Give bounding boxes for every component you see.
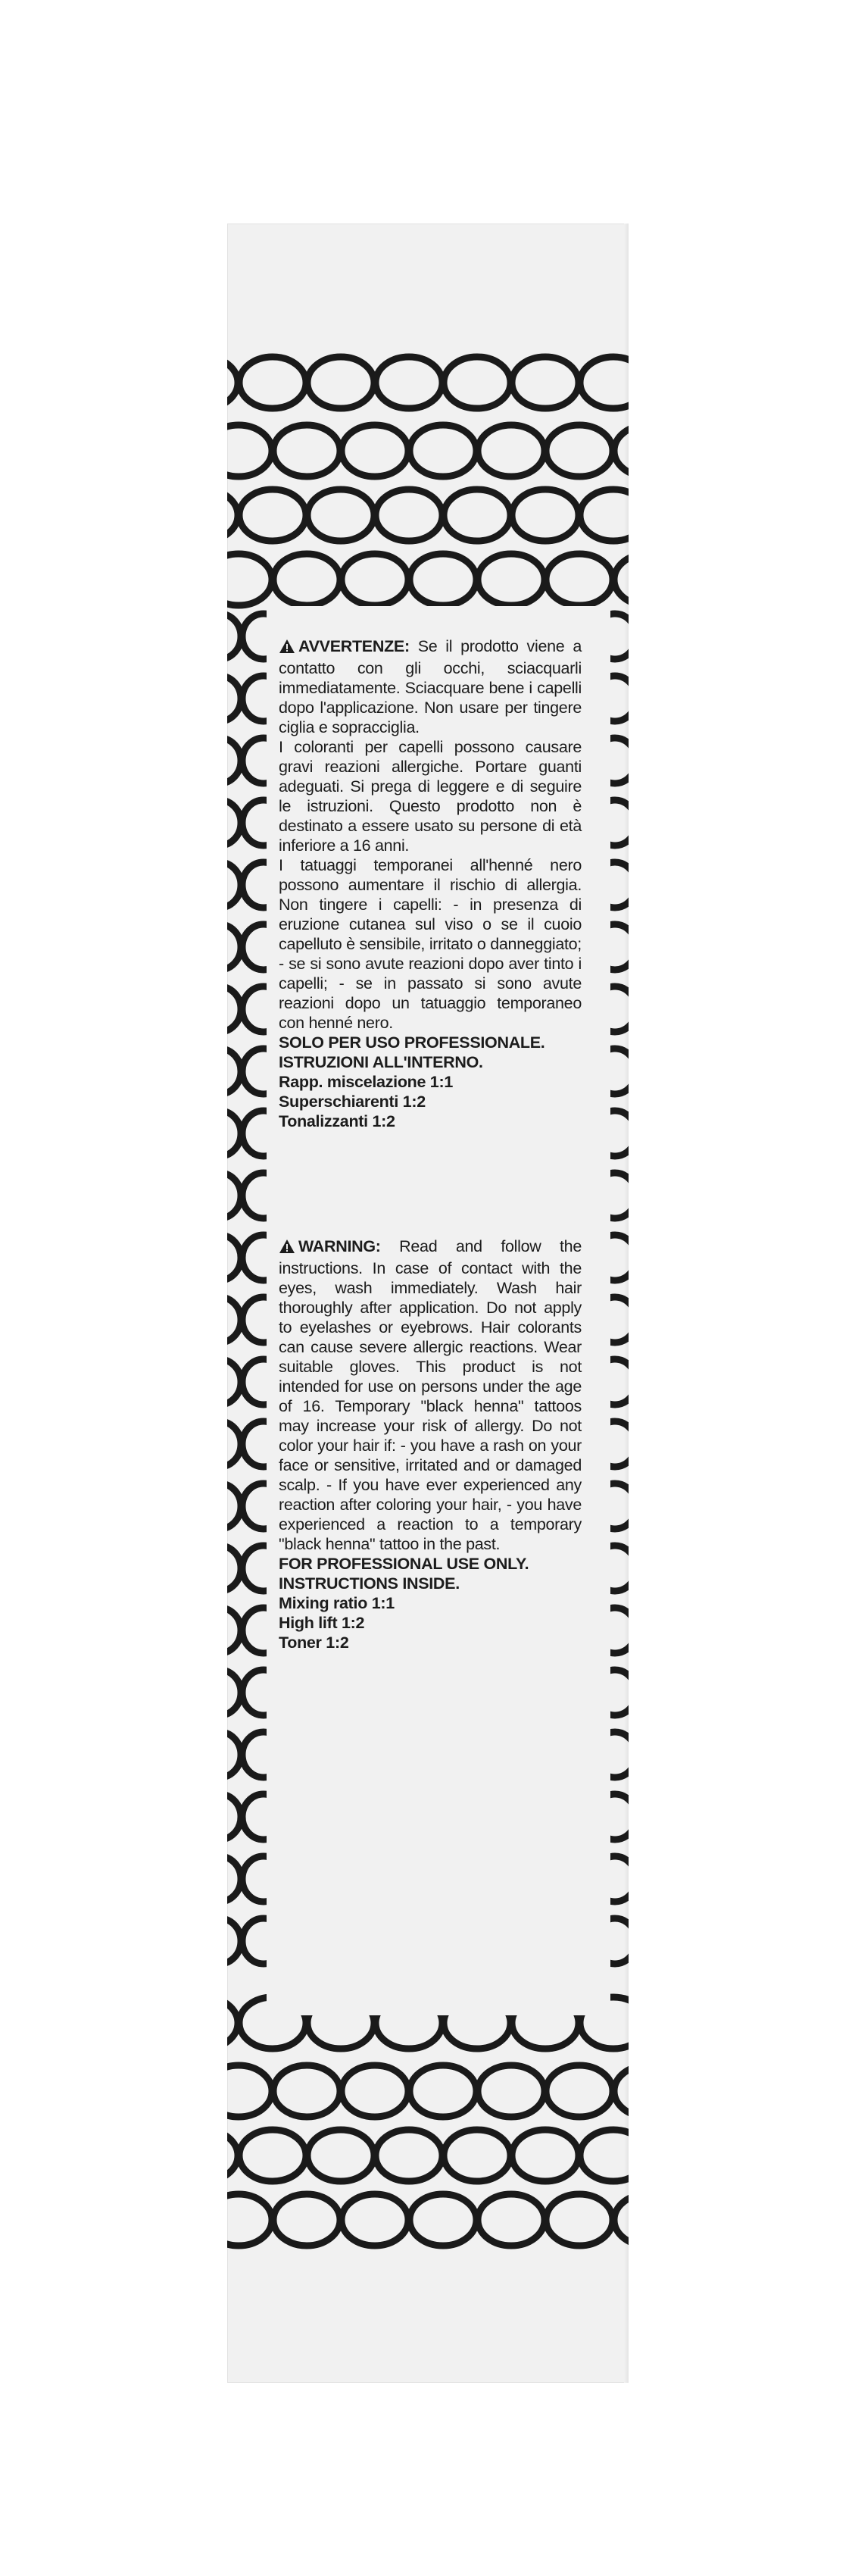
top-band-ring (410, 425, 476, 477)
english-high-lift: High lift 1:2 (279, 1614, 365, 1632)
bottom-band-ring (171, 1997, 238, 2049)
italian-high-lift: Superschiarenti 1:2 (279, 1093, 426, 1111)
bottom-band-ring (171, 2130, 238, 2181)
left-edge-ring (198, 1918, 241, 1964)
top-band-ring (444, 489, 510, 541)
top-band-ring (546, 554, 613, 605)
left-edge-ring (198, 1359, 241, 1405)
english-instructions-inside: INSTRUCTIONS INSIDE. (279, 1574, 460, 1593)
bottom-band-ring (205, 2194, 272, 2246)
left-edge-ring (198, 1483, 241, 1529)
italian-warning-heading: AVVERTENZE: (298, 637, 410, 655)
bottom-band-ring (512, 2130, 579, 2181)
top-band-ring (342, 554, 408, 605)
top-band-ring (307, 489, 374, 541)
top-band-ring (614, 425, 681, 477)
top-band-ring (205, 554, 272, 605)
bottom-band-ring (478, 2065, 545, 2117)
left-edge-ring (198, 738, 241, 783)
english-warning-block (279, 1236, 582, 1652)
bottom-band-ring (307, 2130, 374, 2181)
warning-triangle-icon (279, 639, 295, 658)
bottom-band-ring (410, 2194, 476, 2246)
top-band-ring (273, 425, 340, 477)
italian-warning-block (279, 636, 582, 1131)
top-band-ring (546, 425, 613, 477)
bottom-band-ring (239, 2130, 306, 2181)
left-edge-ring (198, 800, 241, 846)
left-edge-ring (198, 1670, 241, 1715)
top-band-ring (478, 425, 545, 477)
italian-warning-text: Se il prodotto viene a contatto con gli occhi, sciacquarli immediatamente. Sciacquare bene i capelli dopo l'applicazione. Non usare per tingere ciglia e sopracciglia. (279, 637, 582, 736)
left-edge-ring (198, 1297, 241, 1343)
english-warning-heading: WARNING: (298, 1237, 381, 1255)
bottom-band-ring (614, 2194, 681, 2246)
left-edge-ring (198, 924, 241, 970)
english-mixing-ratio: Mixing ratio 1:1 (279, 1594, 395, 1612)
top-band-ring (444, 357, 510, 408)
top-band-ring (239, 357, 306, 408)
italian-toner: Tonalizzanti 1:2 (279, 1112, 395, 1130)
left-edge-ring (198, 1546, 241, 1591)
bottom-band-ring (273, 2194, 340, 2246)
top-band-ring (307, 357, 374, 408)
top-band-ring (580, 357, 647, 408)
left-edge-ring (198, 1235, 241, 1280)
left-edge-ring (198, 1173, 241, 1218)
top-band-ring (512, 357, 579, 408)
top-band-ring (342, 425, 408, 477)
left-edge-ring (198, 676, 241, 721)
bottom-band-ring (546, 2194, 613, 2246)
left-edge-ring (198, 1111, 241, 1156)
bottom-band-ring (342, 2194, 408, 2246)
bottom-band-ring (376, 2130, 442, 2181)
bottom-band-ring (478, 2194, 545, 2246)
top-band-ring (512, 489, 579, 541)
english-professional-use: FOR PROFESSIONAL USE ONLY. (279, 1555, 529, 1573)
left-edge-ring (198, 1421, 241, 1467)
bottom-band-ring (205, 2065, 272, 2117)
italian-mixing-ratio: Rapp. miscelazione 1:1 (279, 1073, 453, 1091)
left-edge-ring (198, 1049, 241, 1094)
left-edge-ring (198, 614, 241, 659)
bottom-band-ring (444, 2130, 510, 2181)
bottom-band-ring (580, 2130, 647, 2181)
left-edge-ring (198, 862, 241, 908)
left-edge-ring (198, 1608, 241, 1653)
italian-professional-use: SOLO PER USO PROFESSIONALE. (279, 1033, 545, 1052)
top-band-ring (376, 357, 442, 408)
bottom-band-ring (546, 2065, 613, 2117)
left-edge-ring (198, 986, 241, 1032)
italian-instructions-inside: ISTRUZIONI ALL'INTERNO. (279, 1053, 483, 1071)
top-band-ring (273, 554, 340, 605)
bottom-band-ring (614, 2065, 681, 2117)
top-band-ring (239, 489, 306, 541)
top-band-ring (614, 554, 681, 605)
english-warning-text: Read and follow the instructions. In case of contact with the eyes, wash immediately. Wash hair thoroughly after application. Do not apply to eyelashes or eyebrows. Hair colorants can cause severe allergic reactions. Wear suitable gloves. This product is not intended for use on persons under the age of 16. Temporary "black henna" tattoos may increase your risk of allergy. Do not color your hair if: - you have a rash on your face or sensitive, irritated and or damaged scalp. - If you have ever experienced any reaction after coloring your hair, - you have experienced a reaction to a temporary "black henna" tattoo in the past. (279, 1237, 582, 1553)
left-edge-ring (198, 1732, 241, 1777)
top-band-ring (376, 489, 442, 541)
left-edge-ring (198, 1794, 241, 1840)
top-band-ring (410, 554, 476, 605)
warning-triangle-icon (279, 1239, 295, 1258)
top-band-ring (478, 554, 545, 605)
top-band-ring (171, 357, 238, 408)
bottom-band-ring (410, 2065, 476, 2117)
top-band-ring (171, 489, 238, 541)
italian-henna-paragraph: I tatuaggi temporanei all'henné nero possono aumentare il rischio di allergia. Non tingere i capelli: - in presenza di eruzione cutanea sul viso o se il cuoio capelluto è sensibile, irritato o danneggiato; - se si sono avute reazioni dopo aver tinto i capelli; - se in passato si sono avute reazioni dopo un tatuaggio temporaneo con henné nero. (279, 856, 582, 1032)
left-edge-ring (198, 1856, 241, 1902)
italian-allergy-paragraph: I coloranti per capelli possono causare gravi reazioni allergiche. Portare guanti adeguati. Si prega di leggere e di seguire le istruzioni. Questo prodotto non è destinato a essere usato su persone di età inferiore a 16 anni. (279, 738, 582, 855)
bottom-band-ring (342, 2065, 408, 2117)
top-band-ring (205, 425, 272, 477)
english-toner: Toner 1:2 (279, 1633, 349, 1652)
bottom-band-ring (273, 2065, 340, 2117)
top-band-ring (580, 489, 647, 541)
